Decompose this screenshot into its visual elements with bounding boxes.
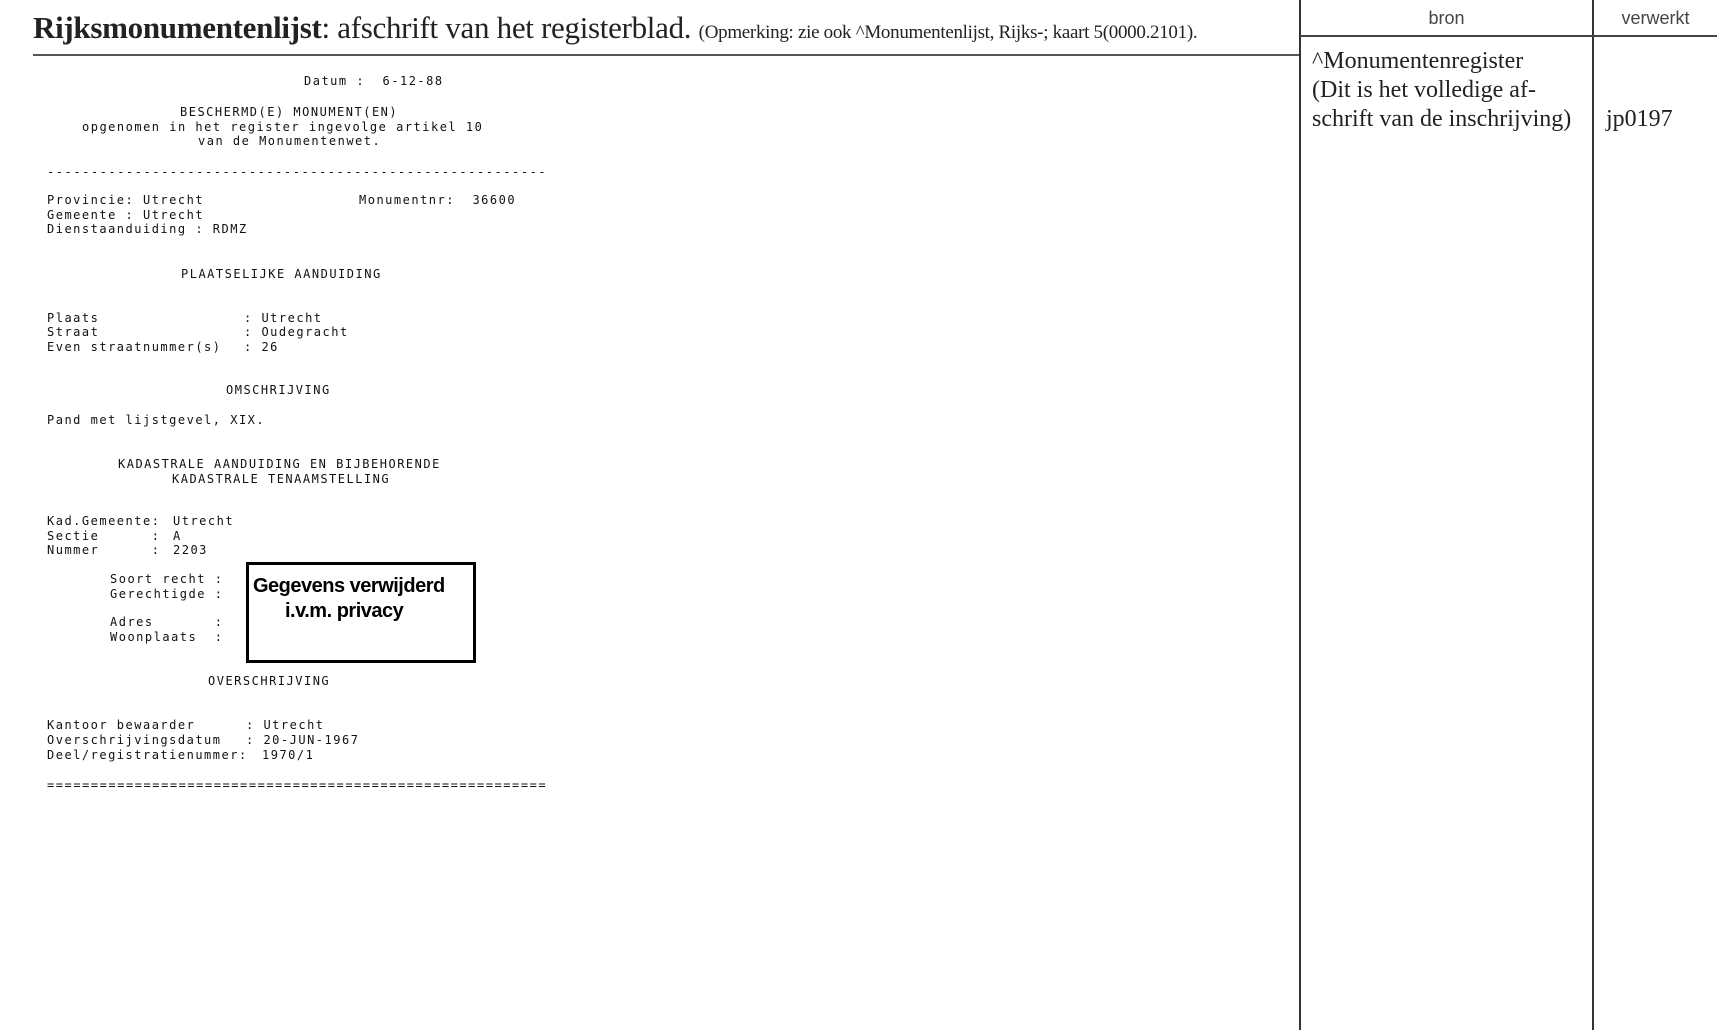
column-header-rule — [1300, 35, 1717, 37]
registratienummer-label: Deel/registratienummer: — [47, 748, 248, 762]
plaats-value: : Utrecht — [244, 311, 323, 325]
bron-line-1: ^Monumentenregister — [1312, 48, 1524, 74]
omschrijving-text: Pand met lijstgevel, XIX. — [47, 413, 266, 427]
overschrijving-heading: OVERSCHRIJVING — [208, 674, 331, 688]
bron-line-2: (Dit is het volledige af- — [1312, 77, 1536, 103]
registratienummer-value: 1970/1 — [262, 748, 315, 762]
gemeente: Gemeente : Utrecht — [47, 208, 205, 222]
nummer-label: Nummer : — [47, 543, 161, 557]
title-bold: Rijksmonumentenlijst — [33, 10, 322, 45]
monumentnr: Monumentnr: 36600 — [359, 193, 517, 207]
title-rule — [33, 54, 1300, 56]
heading-beschermd: BESCHERMD(E) MONUMENT(EN) — [180, 105, 399, 119]
provincie: Provincie: Utrecht — [47, 193, 205, 207]
sectie-value: A — [173, 529, 182, 543]
bron-line-3: schrift van de inschrijving) — [1312, 106, 1572, 132]
page-title — [33, 10, 1197, 46]
adres-label: Adres : — [110, 615, 224, 629]
soort-recht-label: Soort recht : — [110, 572, 224, 586]
column-divider-bron — [1299, 0, 1301, 1030]
dienstaanduiding: Dienstaanduiding : RDMZ — [47, 222, 248, 236]
straat-label: Straat — [47, 325, 100, 339]
plaatselijke-heading: PLAATSELIJKE AANDUIDING — [181, 267, 382, 281]
column-divider-verwerkt — [1592, 0, 1594, 1030]
verwerkt-value: jp0197 — [1606, 106, 1673, 132]
straat-value: : Oudegracht — [244, 325, 349, 339]
overschrijvingsdatum-value: : 20-JUN-1967 — [246, 733, 360, 747]
kantoor-value: : Utrecht — [246, 718, 325, 732]
dash-rule: --------------------------------------------------------- — [47, 165, 548, 179]
plaats-label: Plaats — [47, 311, 100, 325]
huisnummer-value: : 26 — [244, 340, 279, 354]
gerechtigde-label: Gerechtigde : — [110, 587, 224, 601]
kad-gemeente-value: Utrecht — [173, 514, 235, 528]
verwerkt-header: verwerkt — [1621, 8, 1690, 28]
privacy-line-1: Gegevens verwijderd — [253, 575, 445, 597]
title-note: (Opmerking: zie ook ^Monumentenlijst, Rijks-; kaart 5(0000.2101). — [698, 22, 1198, 43]
sectie-label: Sectie : — [47, 529, 161, 543]
privacy-redaction-box — [246, 562, 476, 663]
woonplaats-label: Woonplaats : — [110, 630, 224, 644]
heading-opgenomen: opgenomen in het register ingevolge artikel 10 — [82, 120, 484, 134]
bron-header: bron — [1428, 8, 1465, 28]
kantoor-label: Kantoor bewaarder — [47, 718, 196, 732]
heading-monumentenwet: van de Monumentenwet. — [198, 134, 382, 148]
omschrijving-heading: OMSCHRIJVING — [226, 383, 331, 397]
huisnummer-label: Even straatnummer(s) — [47, 340, 222, 354]
kadastrale-heading-2: KADASTRALE TENAAMSTELLING — [172, 472, 391, 486]
overschrijvingsdatum-label: Overschrijvingsdatum — [47, 733, 222, 747]
kadastrale-heading-1: KADASTRALE AANDUIDING EN BIJBEHORENDE — [118, 457, 441, 471]
privacy-line-2: i.v.m. privacy — [285, 600, 404, 622]
end-rule: ========================================================= — [47, 778, 548, 792]
kad-gemeente-label: Kad.Gemeente: — [47, 514, 161, 528]
title-rest: : afschrift van het registerblad. — [321, 10, 692, 45]
datum: Datum : 6-12-88 — [304, 74, 444, 88]
nummer-value: 2203 — [173, 543, 208, 557]
